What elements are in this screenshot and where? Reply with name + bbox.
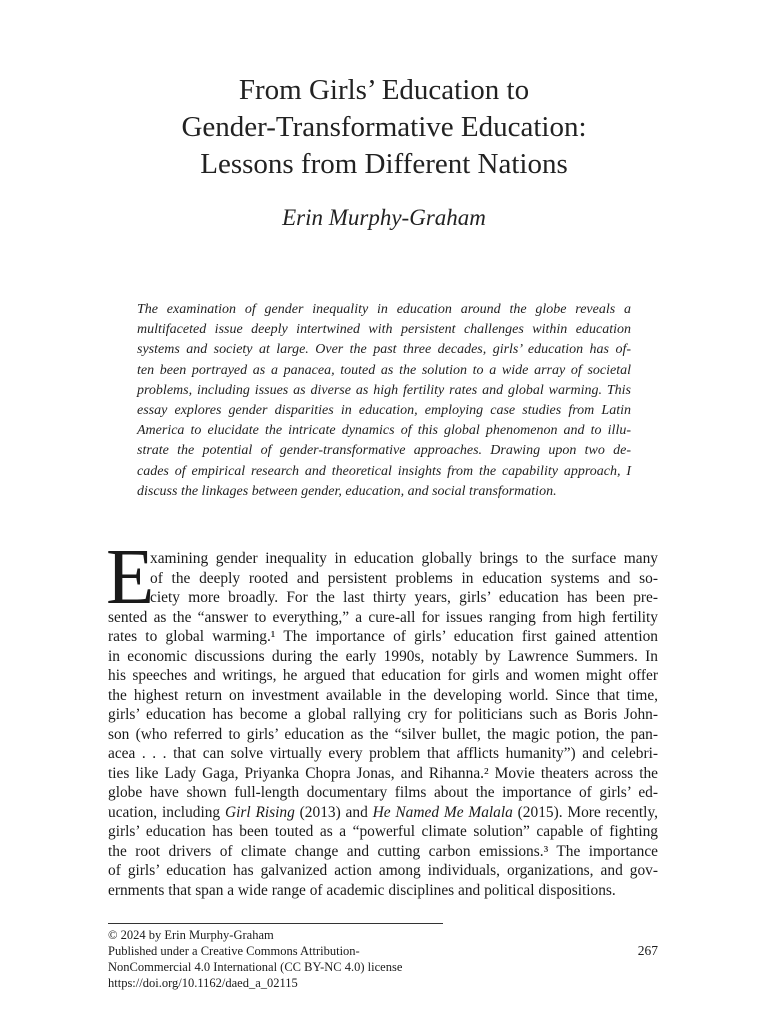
body-line: of girls’ education has galvanized action among individuals, organizations, and gov- (108, 862, 658, 879)
abstract-line: problems, including issues as diverse as high fertility rates and global warming. This (137, 382, 631, 398)
title-line: Gender-Transformative Education: (181, 111, 587, 143)
abstract-line: systems and society at large. Over the past three decades, girls’ education has of- (137, 342, 631, 358)
license-text: Published under a Creative Commons Attribution- (108, 944, 360, 958)
abstract (137, 300, 631, 502)
body-line: ciety more broadly. For the last thirty years, girls’ education has been pre- (150, 589, 658, 606)
article-author: Erin Murphy-Graham (282, 205, 486, 230)
page-number: 267 (637, 943, 658, 958)
body-line: girls’ education has been touted as a “powerful climate solution” capable of fighting (108, 823, 658, 840)
doi-link[interactable]: https://doi.org/10.1162/daed_a_02115 (108, 976, 298, 990)
body-text (108, 549, 658, 900)
body-line: globe have shown full-length documentary films about the importance of girls’ ed- (108, 784, 658, 801)
abstract-line: strate the potential of gender-transformative approaches. Drawing upon two de- (137, 443, 631, 459)
body-line: rates to global warming.¹ The importance of girls’ education first gained attention (108, 628, 658, 645)
drop-cap: E (106, 534, 155, 621)
body-line: ernments that span a wide range of academic disciplines and political dispositions. (108, 881, 616, 899)
body-line: the highest return on investment available in the developing world. Since that time, (108, 686, 658, 704)
body-line: his speeches and writings, he argued that education for girls and women might offer (108, 667, 658, 684)
body-line: acea . . . that can solve virtually every problem that afflicts humanity”) and celebri- (108, 745, 658, 762)
title-line: Lessons from Different Nations (200, 148, 568, 180)
film-title: He Named Me Malala (372, 803, 513, 821)
body-text-run: (2015). More recently, (512, 803, 658, 821)
license-text: NonCommercial 4.0 International (CC BY-NC 4.0) license (108, 960, 403, 974)
body-line: in economic discussions during the early 1990s, notably by Lawrence Summers. In (108, 647, 658, 665)
body-line (108, 803, 658, 823)
body-line: xamining gender inequality in education globally brings to the surface many (150, 550, 658, 567)
footnote-rule (108, 923, 443, 924)
body-text-run: ucation, including (108, 803, 225, 821)
abstract-line: The examination of gender inequality in education around the globe reveals a (137, 302, 631, 317)
title-line: From Girls’ Education to (238, 74, 530, 106)
abstract-line: cades of empirical research and theoretical insights from the capability approach, I (137, 463, 631, 479)
abstract-line: multifaceted issue deeply intertwined with persistent challenges within education (137, 322, 631, 338)
film-title: Girl Rising (224, 803, 295, 821)
article-title (84, 72, 684, 183)
abstract-line: discuss the linkages between gender, education, and social transformation. (137, 483, 557, 499)
abstract-line: America to elucidate the intricate dynamics of this global phenomenon and to illu- (137, 423, 631, 439)
body-line: sented as the “answer to everything,” a cure-all for issues ranging from high fertility (108, 608, 658, 626)
abstract-line: essay explores gender disparities in education, employing case studies from Latin (137, 403, 631, 419)
copyright-notice: © 2024 by Erin Murphy-Graham (108, 928, 274, 942)
body-line: girls’ education has become a global rallying cry for politicians such as Boris John- (108, 706, 658, 723)
body-line: son (who referred to girls’ education as the “silver bullet, the magic potion, the pan- (108, 725, 658, 743)
body-line: the root drivers of climate change and cutting carbon emissions.³ The importance (108, 842, 658, 860)
abstract-line: ten been portrayed as a panacea, touted as the solution to a wide array of societal (137, 362, 631, 378)
body-text-run: (2013) and (294, 803, 373, 821)
body-line: of the deeply rooted and persistent problems in education systems and so- (150, 569, 658, 587)
copyright-footer (108, 927, 528, 991)
body-line: ties like Lady Gaga, Priyanka Chopra Jonas, and Rihanna.² Movie theaters across the (108, 764, 658, 782)
